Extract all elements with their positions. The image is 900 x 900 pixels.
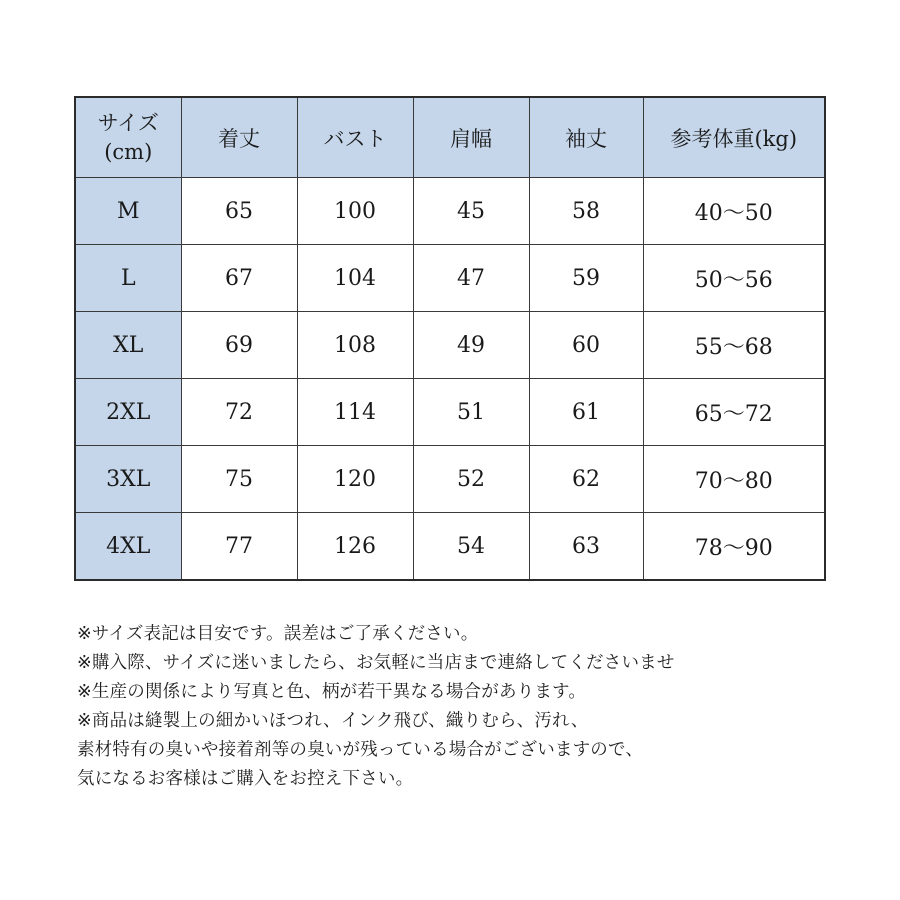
shoulder-cell: 47: [413, 245, 529, 312]
size-table-header: [75, 97, 825, 178]
header-sleeve: 袖丈: [529, 97, 643, 178]
size-table-body: [75, 178, 825, 581]
size-cell: 2XL: [75, 379, 181, 446]
header-size-label: サイズ: [97, 111, 159, 136]
length-cell: 67: [181, 245, 297, 312]
sleeve-cell: 58: [529, 178, 643, 245]
header-shoulder: 肩幅: [413, 97, 529, 178]
note-line: ※生産の関係により写真と色、柄が若干異なる場合があります。: [77, 682, 587, 702]
header-weight: 参考体重(kg): [643, 97, 825, 178]
size-table: [74, 96, 826, 581]
size-cell: L: [75, 245, 181, 312]
bust-cell: 126: [297, 513, 413, 581]
shoulder-cell: 51: [413, 379, 529, 446]
table-row: [75, 513, 825, 581]
notes-block: [77, 620, 857, 794]
length-cell: 72: [181, 379, 297, 446]
table-row: [75, 245, 825, 312]
size-cell: 4XL: [75, 513, 181, 581]
length-cell: 77: [181, 513, 297, 581]
bust-cell: 120: [297, 446, 413, 513]
weight-cell: 55〜68: [643, 312, 825, 379]
sleeve-cell: 60: [529, 312, 643, 379]
table-row: [75, 446, 825, 513]
shoulder-cell: 49: [413, 312, 529, 379]
size-cell: M: [75, 178, 181, 245]
weight-cell: 65〜72: [643, 379, 825, 446]
size-cell: XL: [75, 312, 181, 379]
length-cell: 65: [181, 178, 297, 245]
weight-cell: 70〜80: [643, 446, 825, 513]
shoulder-cell: 54: [413, 513, 529, 581]
size-cell: 3XL: [75, 446, 181, 513]
sleeve-cell: 62: [529, 446, 643, 513]
note-line: ※商品は縫製上の細かいほつれ、インク飛び、織りむら、汚れ、: [77, 711, 589, 731]
sleeve-cell: 63: [529, 513, 643, 581]
sleeve-cell: 61: [529, 379, 643, 446]
table-row: [75, 178, 825, 245]
table-row: [75, 312, 825, 379]
shoulder-cell: 45: [413, 178, 529, 245]
weight-cell: 50〜56: [643, 245, 825, 312]
weight-cell: 78〜90: [643, 513, 825, 581]
length-cell: 69: [181, 312, 297, 379]
header-size: [75, 97, 181, 178]
note-line: ※サイズ表記は目安です。誤差はご了承ください。: [77, 624, 479, 644]
shoulder-cell: 52: [413, 446, 529, 513]
bust-cell: 104: [297, 245, 413, 312]
table-row: [75, 379, 825, 446]
header-row: [75, 97, 825, 178]
bust-cell: 100: [297, 178, 413, 245]
weight-cell: 40〜50: [643, 178, 825, 245]
header-size-unit: (cm): [104, 139, 153, 164]
note-line: ※購入際、サイズに迷いましたら、お気軽に当店まで連絡してくださいませ: [77, 653, 675, 673]
note-line: 素材特有の臭いや接着剤等の臭いが残っている場合がございますので、: [77, 740, 644, 760]
note-line: 気になるお客様はご購入をお控え下さい。: [77, 769, 414, 789]
sleeve-cell: 59: [529, 245, 643, 312]
bust-cell: 114: [297, 379, 413, 446]
bust-cell: 108: [297, 312, 413, 379]
header-bust: バスト: [297, 97, 413, 178]
length-cell: 75: [181, 446, 297, 513]
header-length: 着丈: [181, 97, 297, 178]
